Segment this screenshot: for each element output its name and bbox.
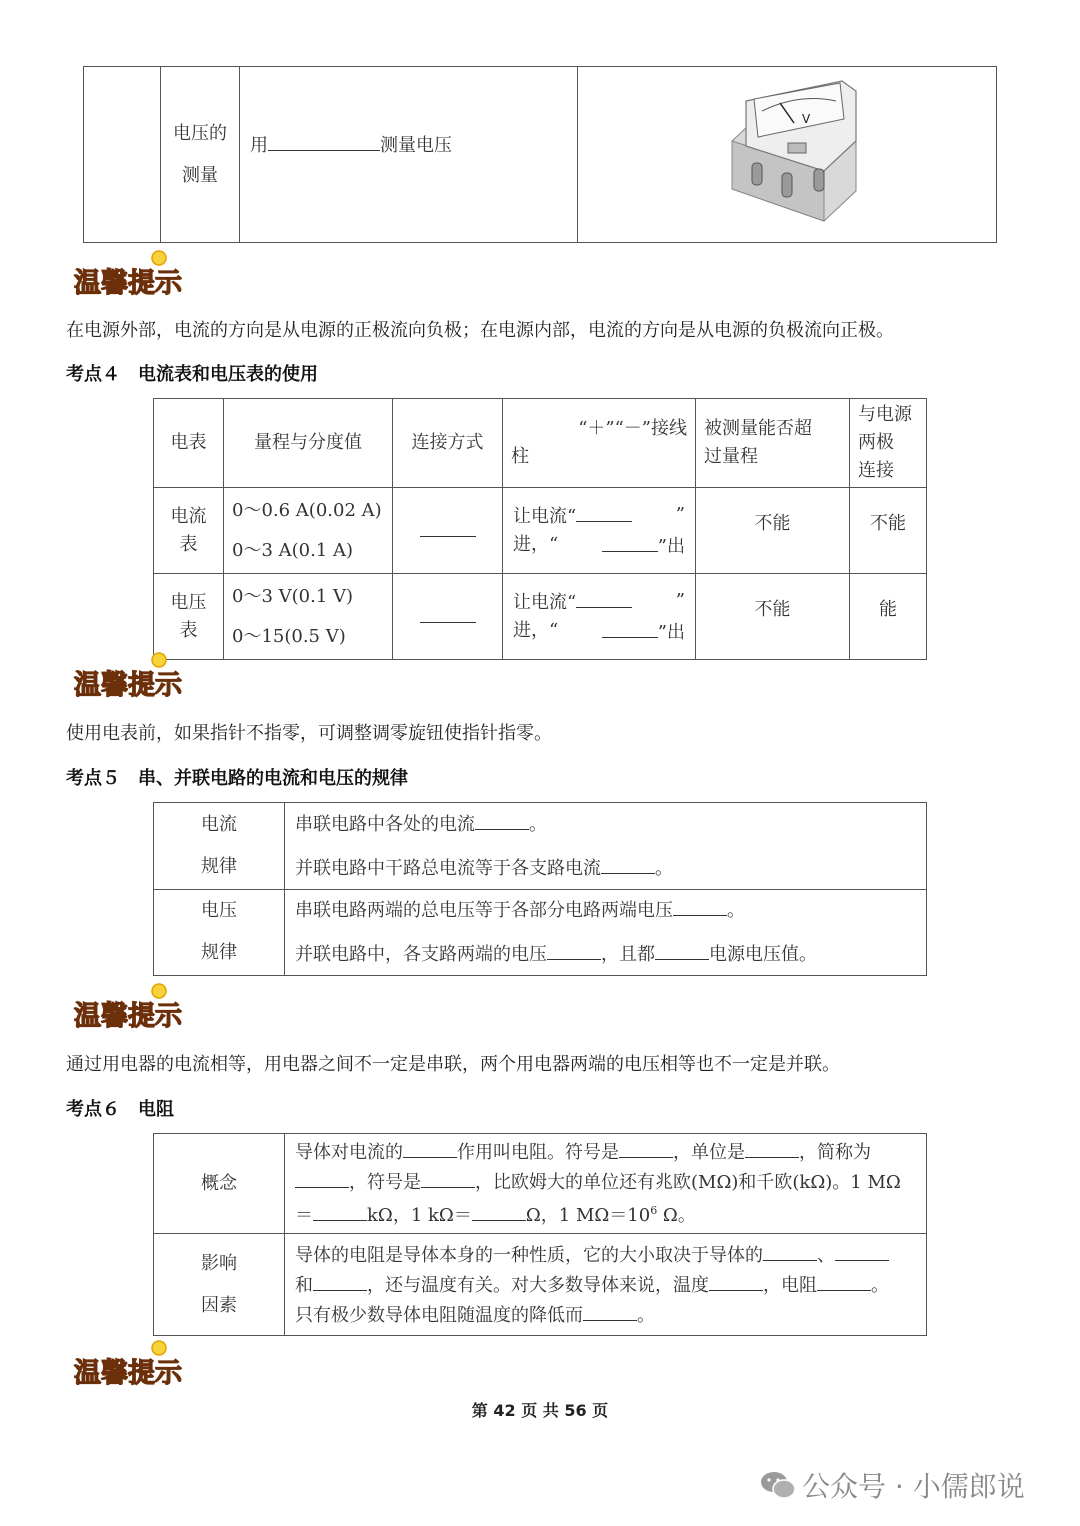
terminals-line2: 进，“ ”出: [513, 531, 685, 561]
voltage-label-cell: [154, 889, 285, 976]
connection-cell: [393, 574, 503, 660]
fill-text-before: 用: [250, 135, 268, 156]
hint-text-1: 在电源外部，电流的方向是从电源的正极流向负极；在电源内部，电流的方向是从电源的负极流向正极。: [66, 320, 894, 341]
row-label-line1: 电压的: [173, 122, 227, 144]
connection-cell: [393, 488, 503, 574]
answer-blank[interactable]: [835, 1240, 889, 1261]
meter-name-line2: 表: [179, 533, 198, 555]
table-row: [154, 488, 927, 574]
row-label-cell: [161, 67, 240, 243]
fill-cell: [240, 67, 578, 243]
header-terminals-line1: “＋”“－”接线: [578, 418, 687, 439]
answer-blank[interactable]: [583, 1300, 637, 1321]
header-meter: 电表: [154, 399, 224, 488]
answer-blank[interactable]: [576, 587, 632, 608]
current-rule-cell: [285, 803, 927, 890]
meter-name-cell: [154, 488, 224, 574]
meter-name-line1: 电流: [170, 505, 207, 527]
range-cell: [224, 488, 393, 574]
meter-name-line2: 表: [179, 619, 198, 641]
answer-blank[interactable]: [817, 1270, 871, 1291]
answer-blank[interactable]: [602, 617, 658, 638]
answer-blank[interactable]: [313, 1200, 367, 1221]
warm-tip-badge: [70, 1340, 186, 1390]
voltage-rule-b: 并联电路中，各支路两端的电压 ，且都 电源电压值。: [295, 939, 916, 969]
range-line2: 0～3 A(0.1 A): [232, 539, 354, 561]
current-rule-a: 串联电路中各处的电流 。: [295, 809, 916, 839]
answer-blank[interactable]: [295, 1167, 349, 1188]
table-row: [154, 574, 927, 660]
current-rule-b: 并联电路中干路总电流等于各支路电流 。: [295, 853, 916, 883]
answer-blank[interactable]: [709, 1270, 763, 1291]
factor-line3: 只有极少数导体电阻随温度的降低而 。: [295, 1300, 916, 1330]
concept-label-cell: 概念: [154, 1134, 285, 1234]
header-terminals: [503, 399, 696, 488]
concept-line3: ＝ kΩ，1 kΩ＝ Ω，1 $M\Omega=10^6$ Ω。: [295, 1197, 916, 1230]
answer-blank[interactable]: [673, 895, 727, 916]
series-parallel-table: [153, 802, 927, 976]
meter-usage-table: [153, 398, 927, 660]
current-label-line1: 电流: [201, 813, 237, 835]
wechat-icon: [760, 1470, 796, 1500]
badge-label: 温馨提示: [74, 268, 182, 299]
page-footer: 第 42 页 共 56 页: [471, 1401, 609, 1420]
header-exceed-line2: 过量程: [704, 446, 758, 467]
factor-label-line1: 影响: [201, 1252, 237, 1274]
range-cell: [224, 574, 393, 660]
hint-text-2: 使用电表前，如果指针不指零，可调整调零旋钮使指针指零。: [66, 723, 552, 744]
answer-blank[interactable]: [475, 809, 529, 830]
direct-cell: 不能: [850, 488, 927, 574]
current-label-cell: [154, 803, 285, 890]
header-exceed: [696, 399, 850, 488]
direct-cell: 能: [850, 574, 927, 660]
fill-text-after: 测量电压: [380, 135, 452, 156]
meter-name-cell: [154, 574, 224, 660]
answer-blank[interactable]: [619, 1137, 673, 1158]
factor-line1: 导体的电阻是导体本身的一种性质，它的大小取决于导体的 、: [295, 1240, 916, 1270]
badge-label: 温馨提示: [74, 1358, 182, 1389]
answer-blank[interactable]: [601, 853, 655, 874]
warm-tip-badge: [70, 250, 186, 300]
answer-blank[interactable]: [313, 1270, 367, 1291]
answer-blank[interactable]: [472, 1200, 526, 1221]
watermark-text: 公众号 · 小儒郎说: [802, 1470, 1025, 1503]
terminals-cell: [503, 488, 696, 574]
concept-line2: ，符号是 ，比欧姆大的单位还有兆欧(MΩ)和千欧(kΩ)。1 MΩ: [295, 1167, 916, 1197]
answer-blank[interactable]: [403, 1137, 457, 1158]
voltage-label-line2: 规律: [201, 942, 237, 964]
header-terminals-line2: 柱: [511, 446, 529, 467]
exceed-cell: 不能: [696, 574, 850, 660]
answer-blank[interactable]: [602, 531, 658, 552]
header-direct-line2: 连接: [858, 460, 894, 481]
badge-label: 温馨提示: [74, 670, 182, 701]
factor-line2: 和 ，还与温度有关。对大多数导体来说，温度 ，电阻 。: [295, 1270, 916, 1300]
factor-cell: [285, 1234, 927, 1336]
header-range: 量程与分度值: [224, 399, 393, 488]
answer-blank[interactable]: [745, 1137, 799, 1158]
voltage-measure-table: [83, 66, 997, 243]
factor-label-line2: 因素: [201, 1294, 237, 1316]
meter-name-line1: 电压: [170, 591, 207, 613]
warm-tip-badge: [70, 652, 186, 702]
section-title-4: 考点４ 电流表和电压表的使用: [66, 364, 318, 385]
answer-blank[interactable]: [420, 602, 476, 623]
range-line1: 0～3 V(0.1 V): [232, 585, 354, 607]
header-connection: 连接方式: [393, 399, 503, 488]
watermark: [760, 1465, 1025, 1505]
section-title-5: 考点５ 串、并联电路的电流和电压的规律: [66, 768, 408, 789]
answer-blank[interactable]: [655, 939, 709, 960]
voltage-rule-a: 串联电路两端的总电压等于各部分电路两端电压 。: [295, 895, 916, 925]
voltage-label-line1: 电压: [201, 900, 237, 922]
answer-blank[interactable]: [763, 1240, 817, 1261]
terminals-line1: 让电流“ ”: [513, 587, 685, 617]
warm-tip-badge: [70, 983, 186, 1033]
exceed-cell: 不能: [696, 488, 850, 574]
voltmeter-image: [724, 71, 864, 231]
terminals-line1: 让电流“ ”: [513, 501, 685, 531]
section-title-6: 考点６ 电阻: [66, 1099, 174, 1120]
header-direct-line1: 与电源两极: [858, 404, 912, 453]
terminals-cell: [503, 574, 696, 660]
header-exceed-line1: 被测量能否超: [704, 418, 812, 439]
answer-blank[interactable]: [268, 130, 380, 151]
resistance-table: [153, 1133, 927, 1336]
hint-text-3: 通过用电器的电流相等，用电器之间不一定是串联，两个用电器两端的电压相等也不一定是并联。: [66, 1054, 840, 1075]
row-label-line2: 测量: [182, 164, 218, 186]
meter-symbol: V: [802, 112, 811, 126]
range-line2: 0～15(0.5 V): [232, 625, 346, 647]
voltage-rule-cell: [285, 889, 927, 976]
current-label-line2: 规律: [201, 855, 237, 877]
image-cell: [578, 67, 997, 243]
concept-cell: [285, 1134, 927, 1234]
answer-blank[interactable]: [420, 516, 476, 537]
concept-line1: 导体对电流的 作用叫电阻。符号是 ，单位是 ，简称为: [295, 1137, 916, 1167]
range-line1: 0～0.6 A(0.02 A): [232, 499, 382, 521]
terminals-line2: 进，“ ”出: [513, 617, 685, 647]
header-direct: [850, 399, 927, 488]
badge-label: 温馨提示: [74, 1001, 182, 1032]
answer-blank[interactable]: [547, 939, 601, 960]
empty-cell: [84, 67, 161, 243]
superscript: 6: [650, 1204, 658, 1217]
answer-blank[interactable]: [576, 501, 632, 522]
answer-blank[interactable]: [421, 1167, 475, 1188]
factor-label-cell: [154, 1234, 285, 1336]
